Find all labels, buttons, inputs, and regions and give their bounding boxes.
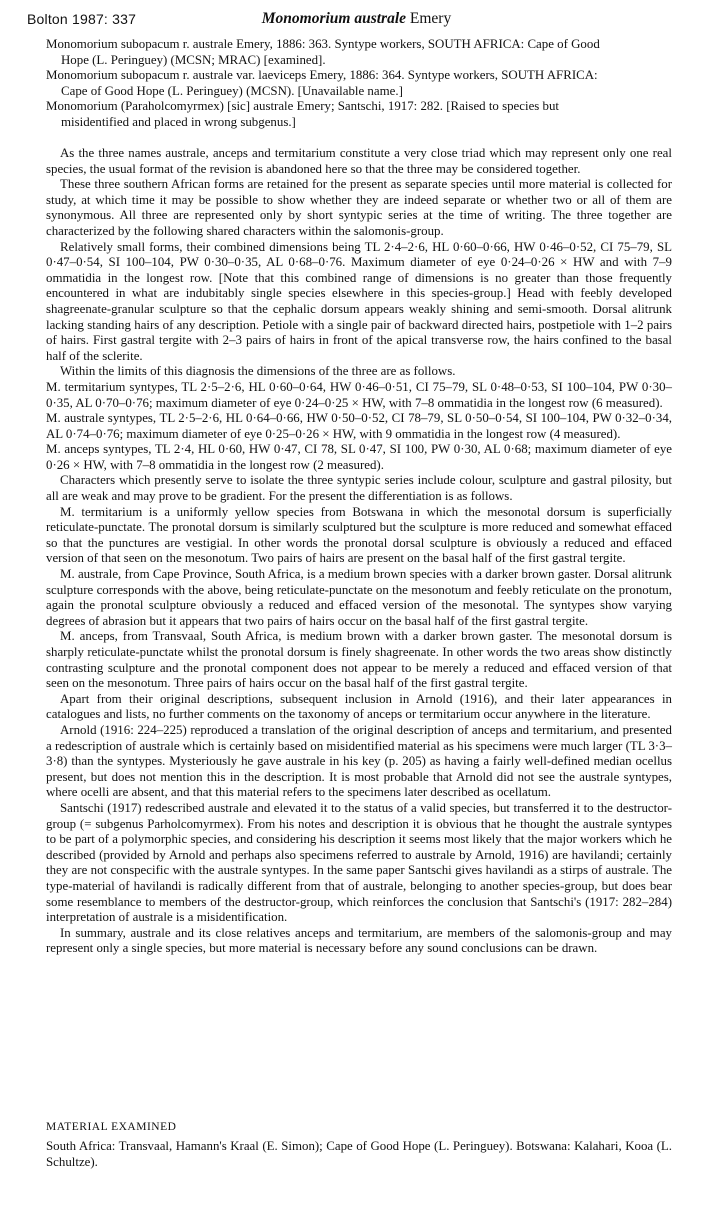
paragraph: M. anceps syntypes, TL 2·4, HL 0·60, HW 0·47, CI 78, SL 0·47, SI 100, PW 0·30, AL 0·68; maximum diameter of eye 0·26 × HW, with 7–8 ommatidia in the longest row (2 measured). — [46, 442, 672, 472]
paragraph: Relatively small forms, their combined dimensions being TL 2·4–2·6, HL 0·60–0·66, HW 0·46–0·52, CI 75–79, SL 0·47–0·54, SI 100–104, PW 0·30–0·35, AL 0·68–0·76. Maximum diameter of eye 0·24–0·26 × HW and with 7–9 ommatidia in the longest row. [Note that this combined range of dimensions is no greater than those frequently encountered in what are indubitably single species elsewhere in this species-group.] Head with feebly developed shagreenate-granular sculpture so that the cephalic dorsum appears weakly shining and semi-smooth. Dorsal alitrunk lacking standing hairs of any description. Petiole with a single pair of backward directed hairs, postpetiole with 1–2 pairs of hairs. First gastral tergite with 2–3 pairs of hairs in front of the apical transverse row, the hairs confined to the basal half of the sclerite. — [46, 239, 672, 363]
species-name: Monomorium australe — [261, 10, 407, 27]
synonymy-line: misidentified and placed in wrong subgenus.] — [61, 114, 296, 129]
synonymy-line: Monomorium (Paraholcomyrmex) [sic] australe Emery; Santschi, 1917: 282. [Raised to species but — [46, 99, 560, 113]
species-title — [0, 10, 713, 28]
paragraph: Apart from their original descriptions, subsequent inclusion in Arnold (1916), and their later appearances in catalogues and lists, no further comments on the taxonomy of anceps or termitarium occur anywhere in the literature. — [46, 691, 672, 722]
paragraph: Arnold (1916: 224–225) reproduced a translation of the original description of anceps and termitarium, and presented a redescription of australe which is certainly based on misidentified material as his specimens were much larger (TL 3·3–3·8) than the syntypes. Mysteriously he gave australe in his key (p. 205) as having a fairly well-defined median ocellus present, but does not mention this in the description. It is most probable that Arnold did not see the australe syntypes, where ocelli are absent, and that this material refers to the specimens later described as ocellatum. — [46, 722, 672, 800]
paragraph: Within the limits of this diagnosis the dimensions of the three are as follows. — [60, 364, 456, 379]
paragraph: Characters which presently serve to isolate the three syntypic series include colour, sculpture and gastral pilosity, but all are weak and may prove to be gradient. For the present the differentiation is as follows. — [46, 473, 672, 504]
material-examined-heading: MATERIAL EXAMINED — [46, 1121, 177, 1133]
material-examined-text: South Africa: Transvaal, Hamann's Kraal (E. Simon); Cape of Good Hope (L. Peringuey). Botswana: Kalahari, Kooa (L. Schultze). — [46, 1139, 672, 1169]
paragraph: As the three names australe, anceps and termitarium constitute a very close triad which may represent only one real species, the usual format of the revision is abandoned here so that the three may be considered together. — [46, 146, 672, 176]
synonymy-entry-3 — [46, 99, 671, 130]
paragraph: Santschi (1917) redescribed australe and elevated it to the status of a valid species, but transferred it to the destructor-group (= subgenus Parholcomyrmex). From his notes and description it is obvious that he thought the australe syntypes to be part of a polymorphic species, and considering his description it seems most likely that the major workers which he described (provided by Arnold and perhaps also specimens referred to australe by Arnold, 1916) are havilandi; certainly they are not conspecific with the australe syntypes. In the same paper Santschi gives havilandi as a stirps of australe. The type-material of havilandi is radically different from that of australe, belonging to another species-group, but does bear some resemblance to members of the destructor-group, which reinforces the conclusion that Santschi's (1917: 282–284) interpretation of australe is a misidentification. — [46, 800, 672, 925]
synonymy-entry-1 — [46, 37, 671, 68]
synonymy-entry-2 — [46, 68, 671, 99]
paragraph: In summary, australe and its close relatives anceps and termitarium, are members of the salomonis-group and may represent only a single species, but more material is necessary before any sound conclusions can be drawn. — [46, 925, 672, 956]
discussion-text — [46, 146, 672, 957]
synonymy-line: Monomorium subopacum r. australe Emery, 1886: 363. Syntype workers, SOUTH AFRICA: Cape of Good — [46, 37, 600, 51]
paragraph: M. termitarium syntypes, TL 2·5–2·6, HL 0·60–0·64, HW 0·46–0·51, CI 75–79, SL 0·48–0·53, SI 100–104, PW 0·30–0·35, AL 0·70–0·76; maximum diameter of eye 0·24–0·25 × HW, with 7–8 ommatidia in the longest row (6 measured). — [46, 379, 672, 410]
paragraph: M. australe, from Cape Province, South Africa, is a medium brown species with a darker brown gaster. Dorsal alitrunk sculpture corresponds with the above, being reticulate-punctate on the mesonotum and feebly reticulate on the pronotum, again the pronotal sculpture obviously a reduced and effaced version of the mesonotal. The syntypes show varying degrees of abrasion but it appears that two pairs of hairs occur on the basal half of the first gastral tergite. — [46, 567, 672, 628]
paragraph: M. anceps, from Transvaal, South Africa, is medium brown with a darker brown gaster. The mesonotal dorsum is sharply reticulate-punctate whilst the pronotal dorsum is finely shagreenate. In other words the two areas show distinctly contrasting sculpture and the pronotal component does not appear to be merely a reduced and effaced version of that seen on the mesonotum. Three pairs of hairs occur on the basal half of the first gastral tergite. — [46, 629, 672, 691]
citation-reference: Bolton 1987: 337 — [27, 11, 137, 27]
synonymy-line: Hope (L. Peringuey) (MCSN; MRAC) [examined]. — [61, 52, 326, 67]
paragraph: M. termitarium is a uniformly yellow species from Botswana in which the mesonotal dorsum is superficially reticulate-punctate. The pronotal dorsum is similarly sculptured but the sculpture is more reduced and somewhat effaced so that the punctures are vestigial. In other words the pronotal dorsal sculpture is obviously a reduced and effaced version of that seen on the mesonotum. Two pairs of hairs are present on the basal half of the first gastral tergite. — [46, 504, 672, 566]
paragraph: These three southern African forms are retained for the present as separate species until more material is collected for study, at which time it may be possible to show whether they are indeed separate or whether two or all of them are synonymous. All three are represented only by short syntypic series at the time of writing. The three together are characterized by the following shared characters within the salomonis-group. — [46, 177, 672, 238]
paragraph: M. australe syntypes, TL 2·5–2·6, HL 0·64–0·66, HW 0·50–0·52, CI 78–79, SL 0·50–0·54, SI 100–104, PW 0·32–0·34, AL 0·74–0·76; maximum diameter of eye 0·25–0·26 × HW, with 9 ommatidia in the longest row (4 measured). — [46, 411, 672, 441]
species-author: Emery — [409, 10, 452, 27]
synonymy-line: Monomorium subopacum r. australe var. laeviceps Emery, 1886: 364. Syntype workers, SOUTH AFRICA: — [46, 68, 598, 82]
synonymy-line: Cape of Good Hope (L. Peringuey) (MCSN). [Unavailable name.] — [61, 83, 403, 98]
